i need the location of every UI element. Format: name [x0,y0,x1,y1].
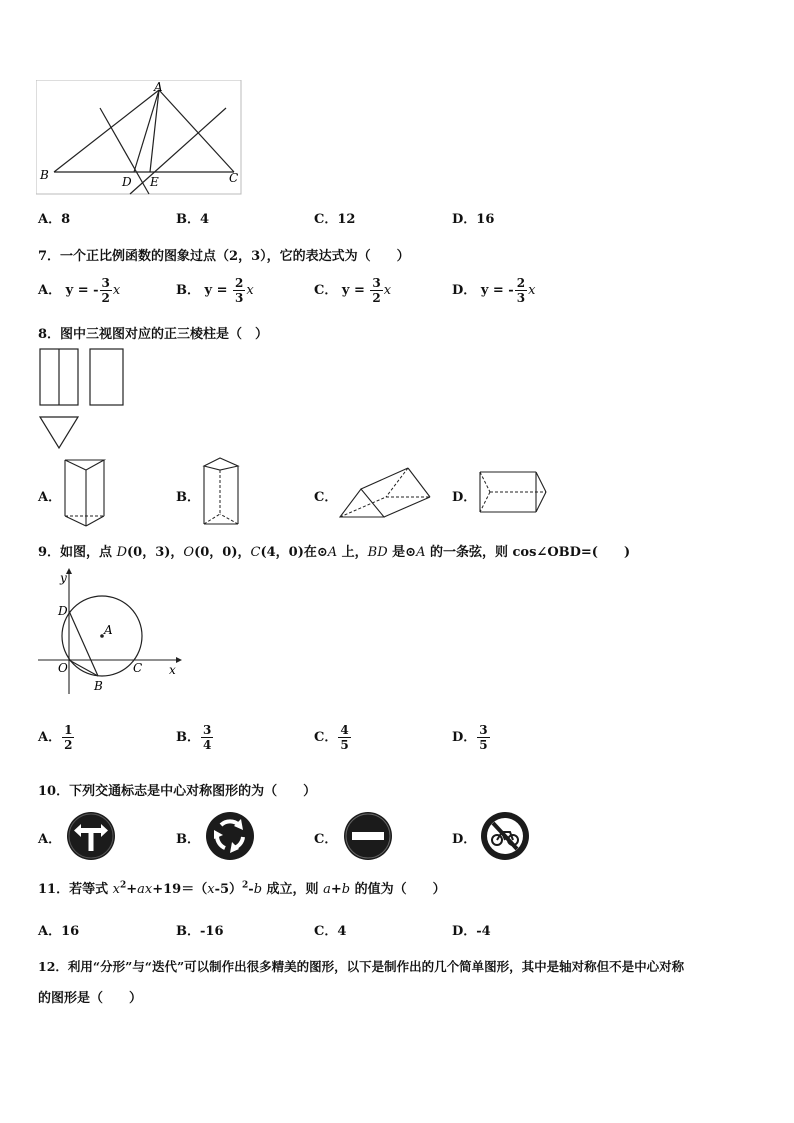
fraction [100,276,112,305]
point-C: C [250,545,261,560]
q9-option-a[interactable] [38,723,75,752]
stem-text: 是⊙ [387,545,417,560]
option-letter: B． [176,283,200,298]
q7-option-d[interactable] [452,276,535,305]
option-text: 16 [61,924,80,939]
point-D: D [116,545,128,560]
chord-BD: BD [367,545,388,560]
roundabout-sign-icon [205,811,255,861]
q11-option-b[interactable] [176,920,224,939]
variable: x [246,283,254,298]
q12-stem-line2: 的图形是（ ） [38,991,143,1006]
numerator: 2 [516,276,526,290]
option-letter: C． [314,924,338,939]
option-letter: B． [176,490,200,505]
option-text: -4 [476,924,491,939]
q12-stem-line1: 12．利用“分形”与“迭代”可以制作出很多精美的图形，以下是制作出的几个简单图形，其中是轴对称但不是中心对称 [38,959,685,974]
stem-text: -5） [214,882,243,897]
option-text: 16 [476,212,495,227]
var-a: a [323,882,331,897]
perpendicular-bisector-AC [130,108,226,194]
numerator: 3 [479,723,488,737]
stem-text: 的一条弦，则 cos∠OBD=( ) [425,545,631,560]
denominator: 2 [64,738,73,752]
turn-left-right-sign-icon [66,811,116,861]
stem-text: + [126,882,138,897]
var-x: x [207,882,215,897]
q9-stem [38,541,630,560]
variable: x [528,283,536,298]
q10-option-b[interactable] [176,828,200,847]
segment-OB [69,660,98,676]
q8-option-d-prism-icon [474,468,550,516]
label-B: B [94,679,103,693]
option-letter: A． [38,283,62,298]
stem-text: 上， [337,545,368,560]
q11-option-c[interactable] [314,920,346,939]
option-letter: C． [314,832,338,847]
option-prefix: y = [341,283,370,298]
exponent: 2 [119,880,127,891]
q11-option-a[interactable] [38,920,79,939]
denominator: 5 [340,738,349,752]
q10-option-c[interactable] [314,828,337,847]
q9-option-d[interactable] [452,723,491,752]
q7-stem: 7．一个正比例函数的图象过点（2，3），它的表达式为（ ） [38,249,410,264]
q9-option-c[interactable] [314,723,352,752]
option-prefix: y = [204,283,233,298]
line-AE [150,90,159,172]
option-text: 4 [337,924,347,939]
option-letter: D． [452,212,477,227]
q8-option-a[interactable] [38,486,61,505]
option-letter: B． [176,212,200,227]
no-bicycles-sign-icon [480,811,530,861]
option-letter: D． [452,283,477,298]
denominator: 5 [479,738,488,752]
label-O: O [58,661,68,675]
q8-option-c[interactable] [314,486,337,505]
y-axis-arrow [66,568,72,574]
option-letter: C． [314,283,338,298]
numerator: 1 [64,723,73,737]
option-letter: C． [314,212,338,227]
variable: x [112,283,121,298]
q11-option-d[interactable] [452,920,491,939]
stem-text: (4，0)在⊙ [260,545,328,560]
option-prefix: y = - [65,283,99,298]
term-ax: ax [137,882,153,897]
q8-option-d[interactable] [452,486,476,505]
option-letter: A． [38,730,62,745]
point-O: O [183,545,195,560]
side-view [90,349,123,405]
q7-option-c[interactable] [314,276,391,305]
option-letter: D． [452,924,477,939]
q8-option-c-prism-icon [336,464,434,522]
stem-text: +19＝（ [152,882,208,897]
label-B: B [40,168,49,182]
stem-text: 11．若等式 [38,882,113,897]
fraction [201,723,213,752]
q8-option-b-prism-icon [198,456,244,528]
label-y: y [60,571,67,585]
label-A: A [154,80,163,94]
line-BA [54,90,159,172]
option-prefix: y = - [480,283,514,298]
line-AD [134,90,159,172]
q6-option-c[interactable] [314,208,355,227]
numerator: 4 [340,723,349,737]
stem-text: (0，3)， [127,545,184,560]
chord-BD [69,611,98,676]
label-D: D [58,604,68,618]
label-x: x [169,663,176,677]
numerator: 3 [101,276,110,290]
var-b: b [341,882,351,897]
option-letter: B． [176,832,200,847]
fraction [62,723,74,752]
option-letter: A． [38,924,62,939]
q9-circle-figure [36,566,182,696]
option-letter: D． [452,490,477,505]
stem-text: + [330,882,342,897]
q8-three-views-figure [38,346,130,452]
point-A: A [416,545,426,560]
q6-option-b[interactable] [176,208,209,227]
option-letter: D． [452,832,477,847]
var-b: b [253,882,263,897]
fraction [477,723,489,752]
option-text: -16 [200,924,224,939]
q11-stem [38,878,446,897]
stem-text: 9．如图，点 [38,545,117,560]
numerator: 3 [203,723,212,737]
q10-option-a[interactable] [38,828,61,847]
label-C: C [229,171,239,185]
point-A: A [327,545,338,560]
q8-option-a-prism-icon [60,456,110,528]
fraction [370,276,382,305]
x-axis-arrow [176,657,182,663]
label-A: A [104,623,113,637]
q9-option-b[interactable] [176,723,214,752]
denominator: 3 [516,291,526,305]
line-AC [159,90,234,172]
denominator: 2 [372,291,381,305]
fraction [515,276,527,305]
fraction [233,276,245,305]
q8-option-b[interactable] [176,486,200,505]
q6-option-d[interactable] [452,208,494,227]
option-letter: C． [314,490,338,505]
exponent: 2 [242,880,249,891]
option-letter: D． [452,730,477,745]
label-C: C [133,661,143,675]
numerator: 2 [235,276,244,290]
figure-border [36,80,241,194]
q10-stem: 10．下列交通标志是中心对称图形的为（ ） [38,784,317,799]
label-E: E [150,175,159,189]
stem-text: - [248,882,254,897]
stem-text: (0，0)， [194,545,251,560]
option-letter: A． [38,832,62,847]
q10-option-d[interactable] [452,828,476,847]
q7-option-a[interactable] [38,276,120,305]
top-view-triangle [40,417,78,448]
q6-option-a[interactable] [38,208,70,227]
label-D: D [122,175,132,189]
option-letter: A． [38,490,62,505]
option-text: 8 [61,212,71,227]
option-letter: B． [176,924,200,939]
stem-text: 的值为（ ） [350,882,446,897]
denominator: 4 [203,738,212,752]
fraction [338,723,350,752]
no-entry-sign-icon [343,811,393,861]
q6-triangle-figure [36,80,246,196]
option-letter: A． [38,212,62,227]
option-text: 4 [200,212,210,227]
option-letter: B． [176,730,200,745]
q8-stem: 8．图中三视图对应的正三棱柱是（ ） [38,327,269,342]
numerator: 3 [372,276,381,290]
variable: x [383,283,392,298]
denominator: 3 [235,291,244,305]
var-x: x [112,882,120,897]
denominator: 2 [101,291,110,305]
option-letter: C． [314,730,338,745]
option-text: 12 [337,212,356,227]
q7-option-b[interactable] [176,276,254,305]
stem-text: 成立，则 [262,882,324,897]
